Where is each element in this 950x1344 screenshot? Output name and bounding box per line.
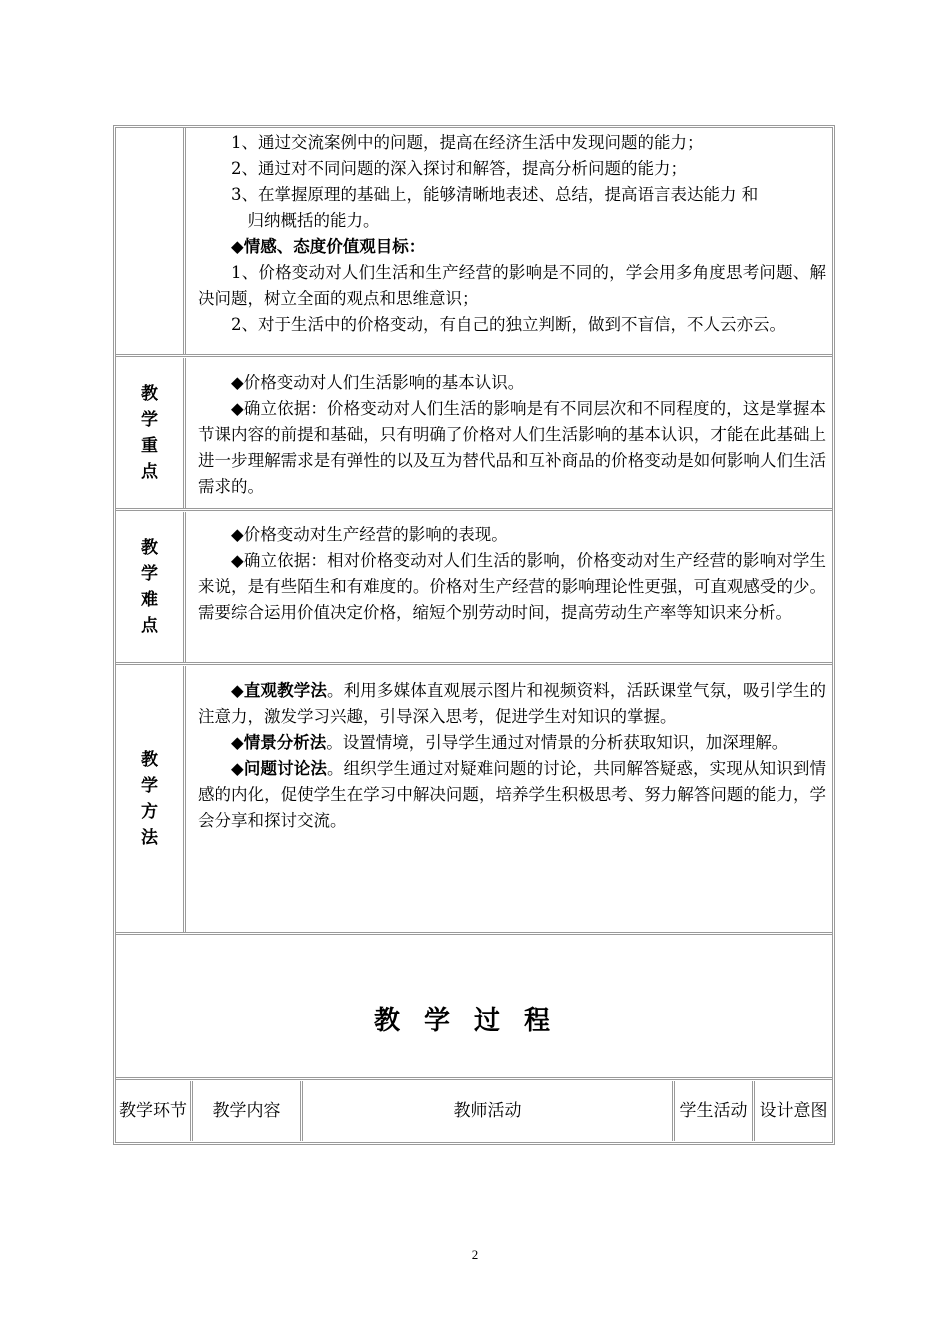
- method-item: [198, 678, 826, 730]
- ability-goal-3: 3、在掌握原理的基础上，能够清晰地表述、总结，提高语言表达能力 和: [231, 185, 759, 204]
- difficulties-row: [116, 512, 832, 662]
- goals-label-cell: [116, 128, 186, 354]
- method-item: [198, 756, 826, 834]
- ability-goal-2: 2、通过对不同问题的深入探讨和解答，提高分析问题的能力；: [231, 159, 687, 178]
- label-char: 点: [141, 616, 158, 636]
- difficulties-label: [116, 512, 186, 662]
- emotion-goal-1: 1、价格变动对人们生活和生产经营的影响是不同的，学会用多角度思考问题、解决问题，树立全面的观点和思维意识；: [198, 263, 826, 308]
- column-header-intent: 设计意图: [752, 1081, 832, 1141]
- goals-row: [116, 128, 832, 354]
- key-point: ◆价格变动对人们生活影响的基本认识。: [231, 373, 525, 392]
- row-divider: [116, 1077, 832, 1080]
- difficulty-point: ◆价格变动对生产经营的影响的表现。: [231, 525, 508, 544]
- key-point-basis: ◆确立依据：价格变动对人们生活的影响是有不同层次和不同程度的，这是掌握本节课内容的前提和基础，只有明确了价格对人们生活影响的基本认识，才能在此基础上进一步理解需求是有弹性的以及互为替代品和互补商品的价格变动是如何影响人们生活需求的。: [198, 399, 826, 496]
- row-divider: [116, 354, 832, 357]
- ability-goal-1: 1、通过交流案例中的问题，提高在经济生活中发现问题的能力；: [231, 133, 704, 152]
- method-item: [198, 730, 826, 756]
- key-points-label: [116, 358, 186, 508]
- page-number: 2: [471, 1247, 479, 1262]
- methods-row: [116, 666, 832, 932]
- method-name: ◆情景分析法: [231, 733, 327, 752]
- label-char: 教: [141, 384, 158, 404]
- row-divider: [116, 662, 832, 665]
- emotion-goals-heading: ◆情感、态度价值观目标：: [231, 237, 426, 256]
- goals-body: [188, 128, 832, 354]
- label-char: 点: [141, 462, 158, 482]
- column-header-content: 教学内容: [190, 1081, 300, 1141]
- difficulties-body: [188, 512, 832, 662]
- label-char: 法: [141, 828, 158, 848]
- column-header-teacher: 教师活动: [300, 1081, 672, 1141]
- label-char: 教: [141, 538, 158, 558]
- key-points-body: [188, 358, 832, 508]
- method-text: 。设置情境，引导学生通过对情景的分析获取知识，加深理解。: [326, 733, 789, 752]
- column-header-student: 学生活动: [672, 1081, 752, 1141]
- label-char: 方: [141, 802, 158, 822]
- methods-label: [116, 666, 186, 932]
- label-char: 教: [141, 750, 158, 770]
- method-text: 。利用多媒体直观展示图片和视频资料，活跃课堂气氛，吸引学生的注意力，激发学习兴趣，引导深入思考，促进学生对知识的掌握。: [198, 681, 826, 726]
- emotion-goal-2: 2、对于生活中的价格变动，有自己的独立判断，做到不盲信，不人云亦云。: [231, 315, 786, 334]
- row-divider: [116, 932, 832, 935]
- label-char: 学: [141, 564, 158, 584]
- method-name: ◆直观教学法: [231, 681, 328, 700]
- column-header-stage: 教学环节: [119, 1100, 187, 1121]
- label-char: 学: [141, 776, 158, 796]
- key-points-row: [116, 358, 832, 508]
- label-char: 难: [141, 590, 158, 610]
- process-title: 教学过程: [373, 1006, 574, 1036]
- ability-goal-3-cont: 归纳概括的能力。: [247, 211, 380, 230]
- method-name: ◆问题讨论法: [231, 759, 328, 778]
- label-char: 学: [141, 410, 158, 430]
- methods-body: [188, 666, 832, 932]
- row-divider: [116, 508, 832, 511]
- method-text: 。组织学生通过对疑难问题的讨论，共同解答疑惑，实现从知识到情感的内化，促使学生在学习中解决问题，培养学生积极思考、努力解答问题的能力，学会分享和探讨交流。: [198, 759, 826, 830]
- label-char: 重: [141, 436, 158, 456]
- difficulty-basis: ◆确立依据：相对价格变动对人们生活的影响，价格变动对生产经营的影响对学生来说，是有些陌生和有难度的。价格对生产经营的影响理论性更强，可直观感受的少。需要综合运用价值决定价格，缩短个别劳动时间，提高劳动生产率等知识来分析。: [198, 551, 826, 622]
